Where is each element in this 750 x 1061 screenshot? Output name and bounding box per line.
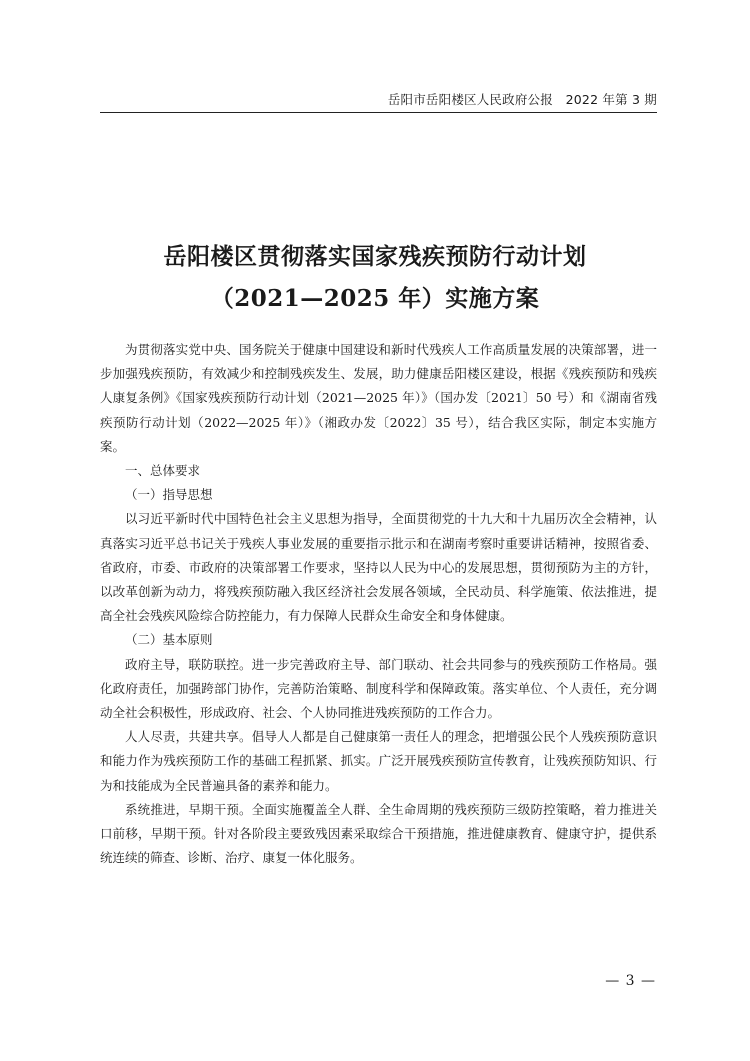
- intro-paragraph: 为贯彻落实党中央、国务院关于健康中国建设和新时代残疾人工作高质量发展的决策部署，进一步加强残疾预防，有效减少和控制残疾发生、发展，助力健康岳阳楼区建设，根据《残疾预防和残疾人康复条例》《国家残疾预防行动计划（2021—2025 年）》（国办发〔2021〕50 号）和《湖南省残疾预防行动计划（2022—2025 年）》（湘政办发〔2022〕35 号），结合我区实际，制定本实施方案。: [100, 342, 657, 454]
- title-line-1: 岳阳楼区贯彻落实国家残疾预防行动计划: [163, 243, 587, 270]
- guiding-ideology-paragraph: 以习近平新时代中国特色社会主义思想为指导，全面贯彻党的十九大和十九届历次全会精神，认真落实习近平总书记关于残疾人事业发展的重要指示批示和在湖南考察时重要讲话精神，按照省委、省政府，市委、市政府的决策部署工作要求，坚持以人民为中心的发展思想，贯彻预防为主的方针，以改革创新为动力，将残疾预防融入我区经济社会发展各领域，全民动员、科学施策、依法推进，提高全社会残疾风险综合防控能力，有力保障人民群众生命安全和身体健康。: [100, 511, 657, 624]
- title-line-2: （2021—2025 年）实施方案: [210, 285, 540, 312]
- subsection-heading-basic-principles: （二）基本原则: [125, 632, 213, 648]
- document-title: [90, 236, 660, 320]
- subsection-heading-guiding-ideology: （一）指导思想: [125, 487, 213, 503]
- page-header: [100, 88, 657, 113]
- document-body: [100, 338, 657, 870]
- header-publication-info: 岳阳市岳阳楼区人民政府公报 2022 年第 3 期: [387, 92, 657, 107]
- page-number: — 3 —: [605, 973, 656, 989]
- principle-paragraph-1: 政府主导，联防联控。进一步完善政府主导、部门联动、社会共同参与的残疾预防工作格局。强化政府责任，加强跨部门协作，完善防治策略、制度科学和保障政策。落实单位、个人责任，充分调动全社会积极性，形成政府、社会、个人协同推进残疾预防的工作合力。: [100, 656, 657, 721]
- principle-paragraph-3: 系统推进，早期干预。全面实施覆盖全人群、全生命周期的残疾预防三级防控策略，着力推进关口前移，早期干预。针对各阶段主要致残因素采取综合干预措施，推进健康教育、健康守护，提供系统连续的筛查、诊断、治疗、康复一体化服务。: [100, 801, 657, 866]
- section-heading-general-requirements: 一、总体要求: [125, 463, 201, 479]
- principle-paragraph-2: 人人尽责，共建共享。倡导人人都是自己健康第一责任人的理念，把增强公民个人残疾预防意识和能力作为残疾预防工作的基础工程抓紧、抓实。广泛开展残疾预防宣传教育，让残疾预防知识、行为和技能成为全民普遍具备的素养和能力。: [100, 729, 657, 793]
